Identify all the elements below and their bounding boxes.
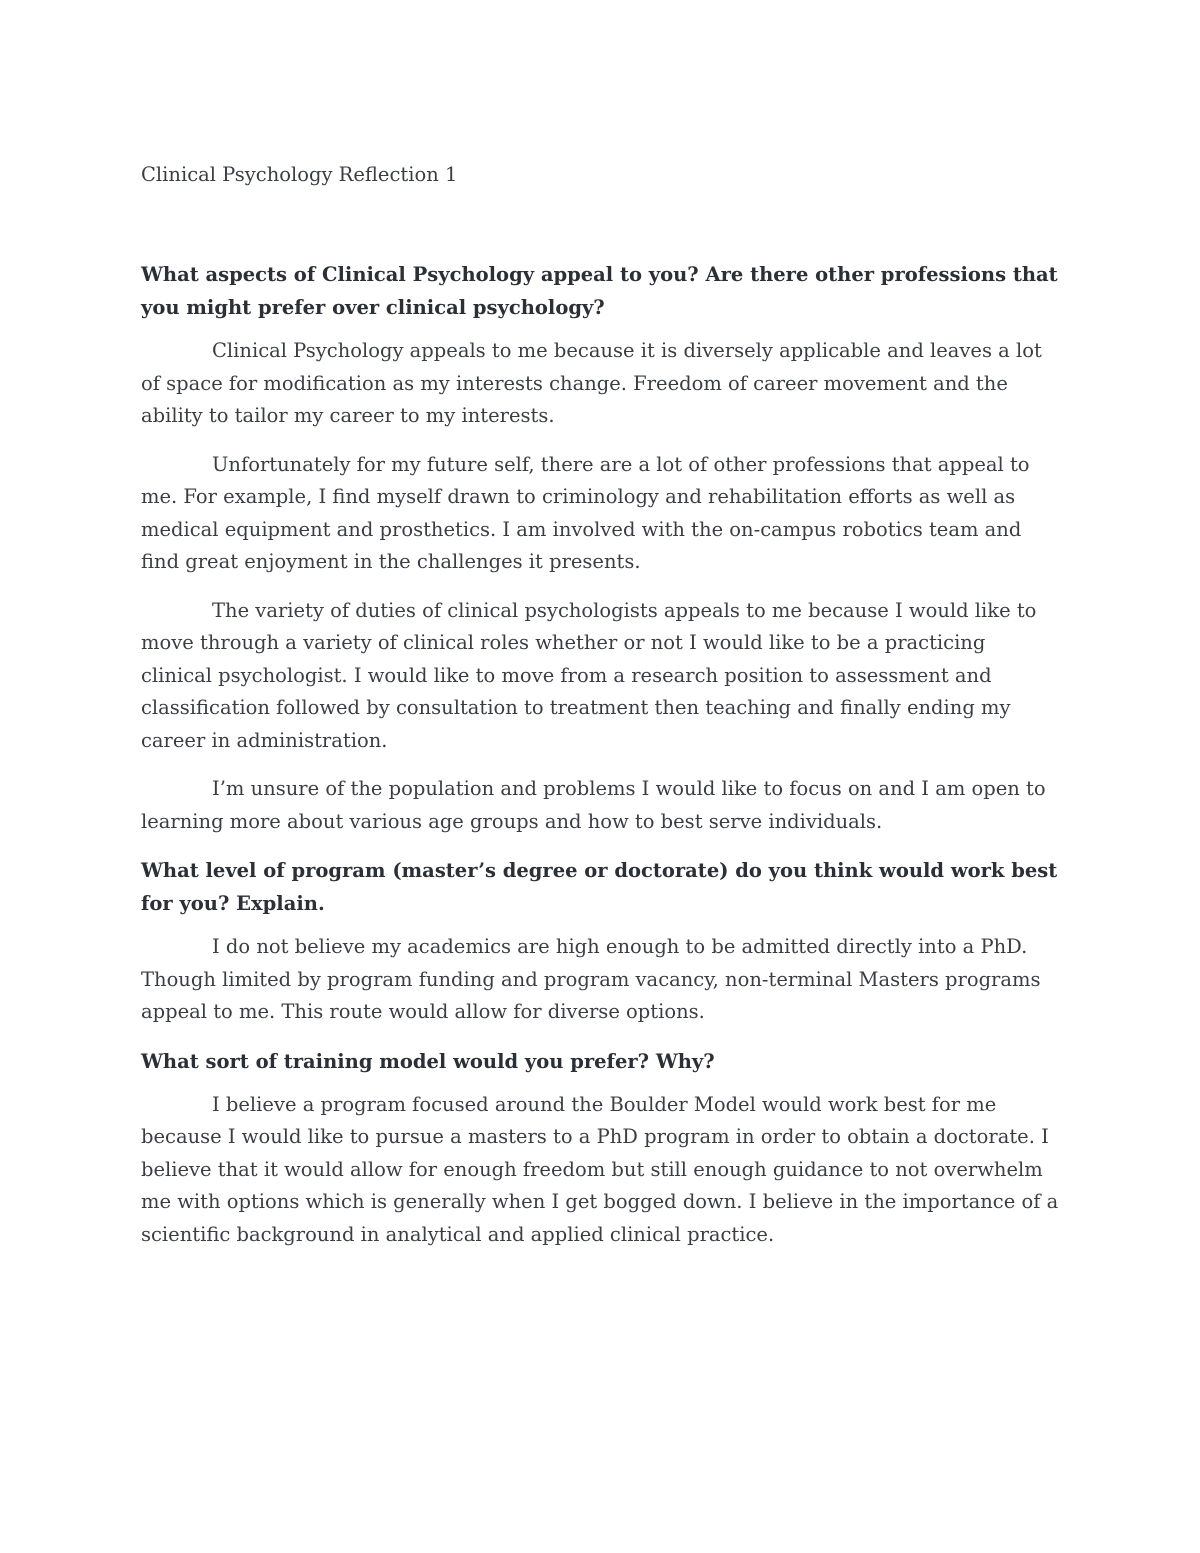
question-heading: What aspects of Clinical Psychology appeal to you? Are there other professions that you might prefer over clinical psychology? [141, 263, 1058, 319]
section-career-appeal [141, 258, 1061, 838]
section-training-model [141, 1045, 1061, 1252]
answer-paragraph: Unfortunately for my future self, there are a lot of other professions that appeal to me. For example, I find myself drawn to criminology and rehabilitation efforts as well as medical equipment and prosthetics. I am involved with the on-campus robotics team and find great enjoyment in the challenges it presents. [141, 452, 1030, 573]
document-title: Clinical Psychology Reflection 1 [141, 163, 458, 186]
question-heading: What level of program (master’s degree or doctorate) do you think would work best for you? Explain. [141, 859, 1058, 915]
question-heading: What sort of training model would you prefer? Why? [141, 1049, 715, 1073]
answer-paragraph: I do not believe my academics are high enough to be admitted directly into a PhD. Though limited by program funding and program vacancy, non-terminal Masters programs appeal to me. This route would allow for diverse options. [141, 935, 1041, 1023]
answer-paragraph: I believe a program focused around the Boulder Model would work best for me because I would like to pursue a masters to a PhD program in order to obtain a doctorate. I believe that it would allow for enough freedom but still enough guidance to not overwhelm me with options which is generally when I get bogged down. I believe in the importance of a scientific background in analytical and applied clinical practice. [141, 1092, 1059, 1246]
answer-paragraph: I’m unsure of the population and problems I would like to focus on and I am open to learning more about various age groups and how to best serve individuals. [141, 777, 1046, 833]
section-program-level [141, 854, 1061, 1029]
answer-paragraph: Clinical Psychology appeals to me because it is diversely applicable and leaves a lot of space for modification as my interests change. Freedom of career movement and the ability to tailor my career to my interests. [141, 339, 1042, 427]
answer-paragraph: The variety of duties of clinical psychologists appeals to me because I would like to move through a variety of clinical roles whether or not I would like to be a practicing clinical psychologist. I would like to move from a research position to assessment and classification followed by consultation to treatment then teaching and finally ending my career in administration. [141, 598, 1037, 752]
document-body [141, 160, 1061, 1267]
